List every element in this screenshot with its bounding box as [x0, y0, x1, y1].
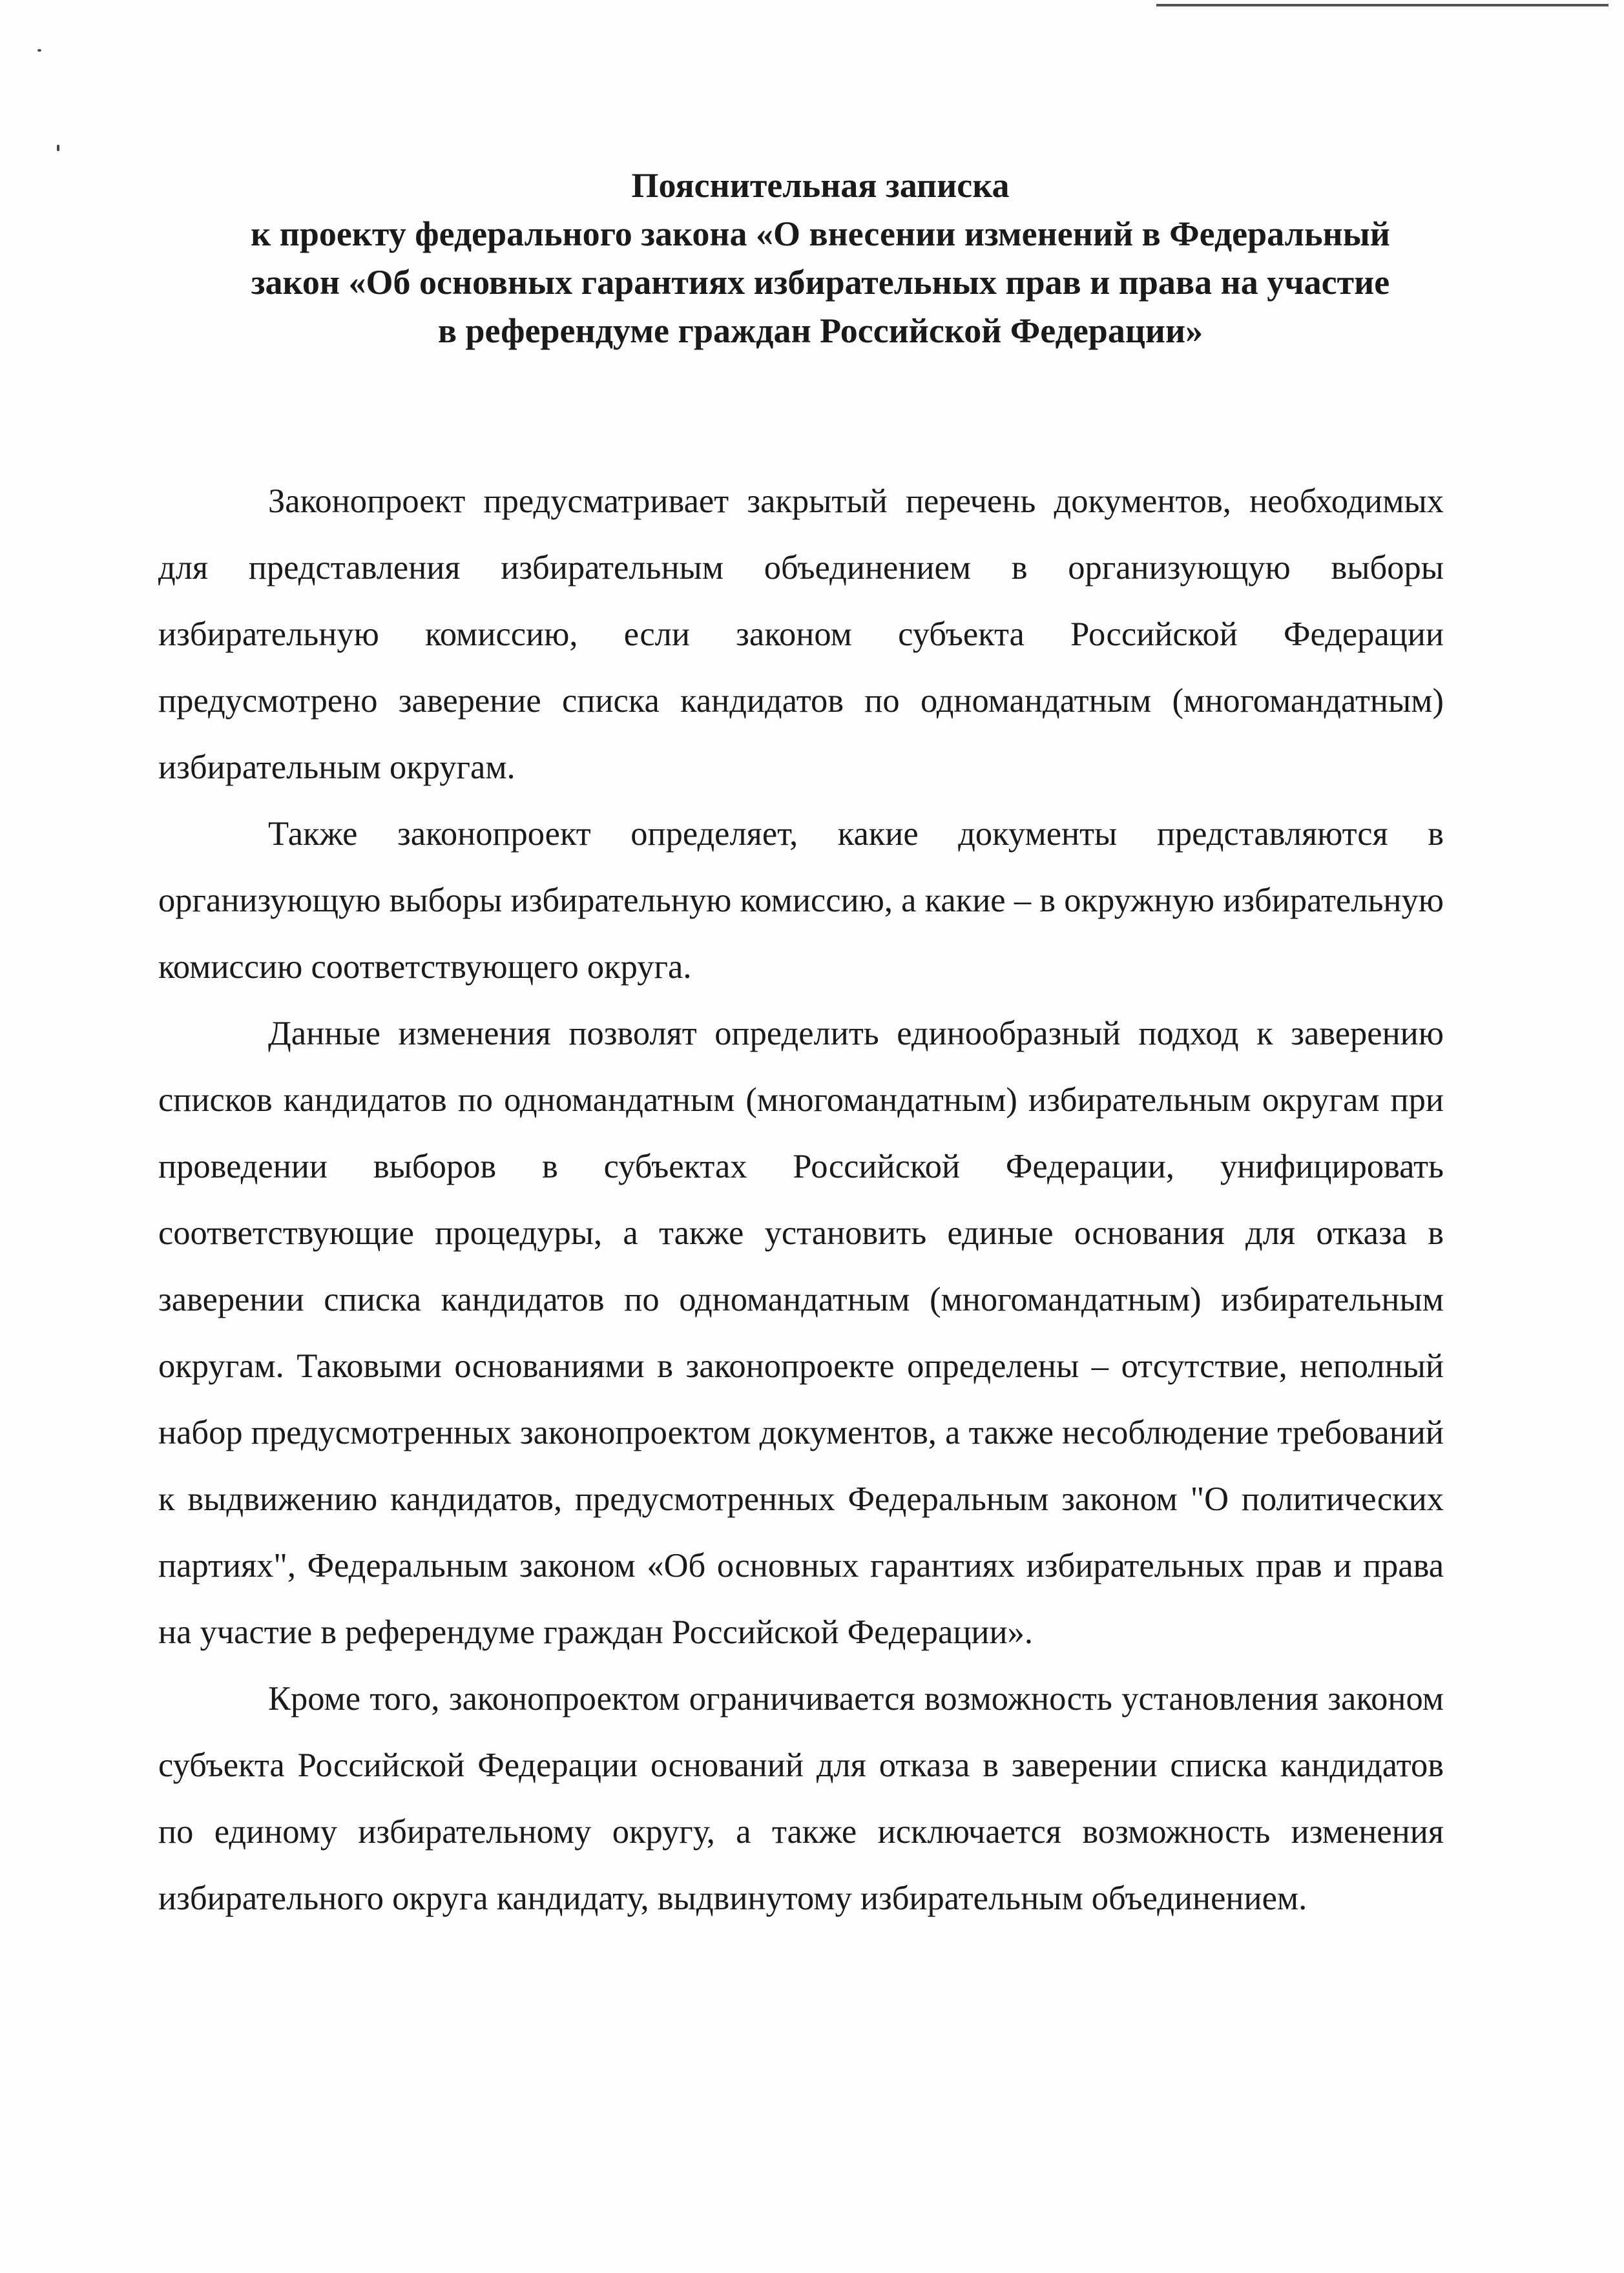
- title-line: Пояснительная записка: [631, 166, 1010, 205]
- title-line: в референдуме граждан Российской Федерации»: [437, 311, 1203, 350]
- scan-speck: [37, 49, 41, 52]
- scan-speck: [57, 145, 59, 151]
- paragraph: Кроме того, законопроектом ограничивается возможность установления законом субъекта Российской Федерации оснований для отказа в заверении списка кандидатов по единому избирательному округу, а также исключается возможность изменения избирательного округа кандидату, выдвинутому избирательным объединением.: [158, 1680, 1444, 1917]
- title-line: к проекту федерального закона «О внесении изменений в Федеральный: [251, 214, 1390, 253]
- paragraph: Также законопроект определяет, какие документы представляются в организующую выборы избирательную комиссию, а какие – в окружную избирательную комиссию соответствующего округа.: [158, 815, 1444, 986]
- title-line: закон «Об основных гарантиях избирательных прав и права на участие: [251, 263, 1390, 302]
- scan-artifact-line: [1156, 4, 1608, 6]
- paragraph: Законопроект предусматривает закрытый перечень документов, необходимых для представления избирательным объединением в организующую выборы избирательную комиссию, если законом субъекта Российской Федерации предусмотрено заверение списка кандидатов по одномандатным (многомандатным) избирательным округам.: [158, 483, 1444, 786]
- document-title: [194, 161, 1447, 355]
- paragraph: Данные изменения позволят определить единообразный подход к заверению списков кандидатов по одномандатным (многомандатным) избирательным округам при проведении выборов в субъектах Российской Федерации, унифицировать соответствующие процедуры, а также установить единые основания для отказа в заверении списка кандидатов по одномандатным (многомандатным) избирательным округам. Таковыми основаниями в законопроекте определены – отсутствие, неполный набор предусмотренных законопроектом документов, а также несоблюдение требований к выдвижению кандидатов, предусмотренных Федеральным законом "О политических партиях", Федеральным законом «Об основных гарантиях избирательных прав и права на участие в референдуме граждан Российской Федерации».: [158, 1015, 1444, 1651]
- document-body: [158, 468, 1444, 1932]
